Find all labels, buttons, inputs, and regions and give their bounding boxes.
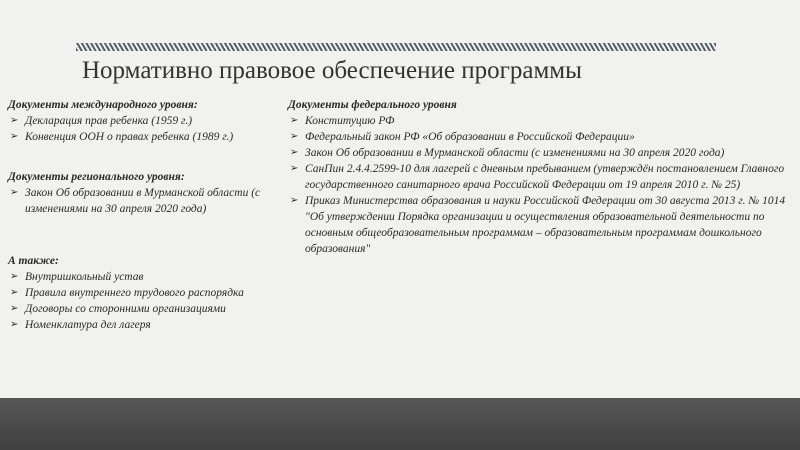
arrow-bullet-icon: ➢ bbox=[10, 287, 19, 298]
arrow-bullet-icon: ➢ bbox=[290, 147, 299, 158]
list-item-text: Правила внутреннего трудового распорядка bbox=[25, 287, 244, 299]
list-item bbox=[288, 129, 788, 145]
international-documents-section bbox=[8, 97, 278, 145]
slide-title: Нормативно правовое обеспечение программы bbox=[82, 57, 582, 84]
arrow-bullet-icon: ➢ bbox=[290, 115, 299, 126]
arrow-bullet-icon: ➢ bbox=[10, 131, 19, 142]
bullet-list bbox=[288, 113, 788, 257]
section-heading: Документы международного уровня: bbox=[8, 99, 198, 111]
arrow-bullet-icon: ➢ bbox=[10, 319, 19, 330]
list-item bbox=[288, 145, 788, 161]
list-item-text: Закон Об образовании в Мурманской области (с изменениями на 30 апреля 2020 года) bbox=[305, 147, 725, 159]
list-item bbox=[288, 161, 788, 193]
also-section bbox=[8, 253, 278, 333]
list-item-text: Закон Об образовании в Мурманской области (с изменениями на 30 апреля 2020 года) bbox=[25, 187, 261, 215]
list-item-text: Договоры со сторонними организациями bbox=[25, 303, 226, 315]
section-heading: Документы федерального уровня bbox=[288, 99, 457, 111]
list-item bbox=[8, 301, 278, 317]
section-heading: Документы регионального уровня: bbox=[8, 171, 185, 183]
list-item bbox=[8, 269, 278, 285]
list-item-text: Внутришкольный устав bbox=[25, 271, 144, 283]
list-item-text: Конвенция ООН о правах ребенка (1989 г.) bbox=[25, 131, 234, 143]
list-item bbox=[8, 185, 278, 217]
federal-documents-section bbox=[288, 97, 788, 257]
arrow-bullet-icon: ➢ bbox=[290, 163, 299, 174]
section-heading: А также: bbox=[8, 255, 59, 267]
arrow-bullet-icon: ➢ bbox=[10, 303, 19, 314]
decorative-stripe-bar bbox=[76, 43, 716, 51]
regional-documents-section bbox=[8, 169, 278, 217]
bullet-list bbox=[8, 185, 278, 217]
bullet-list bbox=[8, 269, 278, 333]
list-item bbox=[8, 285, 278, 301]
list-item bbox=[288, 113, 788, 129]
list-item-text: Конституцию РФ bbox=[305, 115, 395, 127]
list-item-text: Федеральный закон РФ «Об образовании в Российской Федерации» bbox=[305, 131, 635, 143]
list-item bbox=[288, 193, 788, 257]
list-item bbox=[8, 317, 278, 333]
list-item bbox=[8, 129, 278, 145]
arrow-bullet-icon: ➢ bbox=[290, 131, 299, 142]
list-item bbox=[8, 113, 278, 129]
arrow-bullet-icon: ➢ bbox=[10, 271, 19, 282]
list-item-text: Номенклатура дел лагеря bbox=[25, 319, 151, 331]
list-item-text: Декларация прав ребенка (1959 г.) bbox=[25, 115, 193, 127]
list-item-text: СанПин 2.4.4.2599-10 для лагерей с дневным пребыванием (утверждён постановлением Главного государственного санитарного врача Российской Федерации от 19 апреля 2010 г. № 25) bbox=[305, 163, 785, 191]
floor-background bbox=[0, 398, 800, 450]
arrow-bullet-icon: ➢ bbox=[10, 187, 19, 198]
arrow-bullet-icon: ➢ bbox=[10, 115, 19, 126]
arrow-bullet-icon: ➢ bbox=[290, 195, 299, 206]
list-item-text: Приказ Министерства образования и науки Российской Федерации от 30 августа 2013 г. № 1014 "Об утверждении Порядка организации и осуществления образовательной деятельности по основным общеобразовательным программам – образовательным программам дошкольного образования" bbox=[305, 195, 786, 255]
bullet-list bbox=[8, 113, 278, 145]
